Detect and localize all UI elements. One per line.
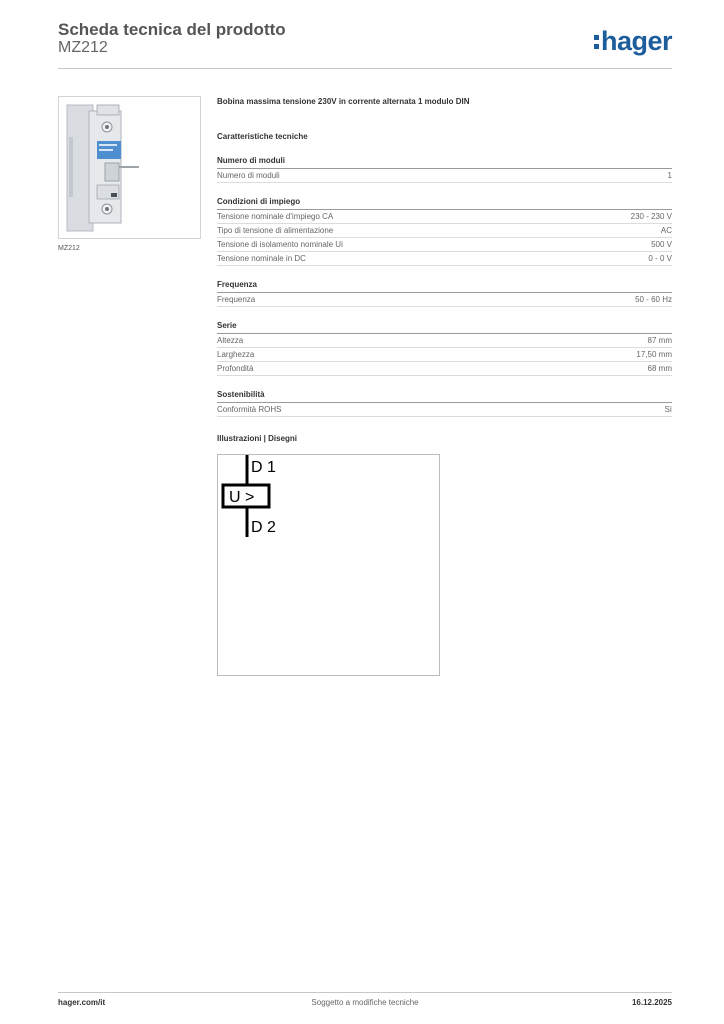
section-title: Numero di moduli [217, 155, 672, 169]
image-caption: MZ212 [58, 245, 80, 252]
row-label: Tipo di tensione di alimentazione [217, 226, 334, 235]
row-value: AC [660, 226, 672, 235]
row-value: 1 [667, 171, 672, 180]
footer-notice: Soggetto a modifiche tecniche [311, 998, 419, 1007]
table-row [217, 238, 672, 252]
row-value: 17,50 mm [636, 350, 672, 359]
footer-date: 16.12.2025 [631, 998, 672, 1007]
row-value: 230 - 230 V [630, 212, 672, 221]
section-title: Frequenza [217, 279, 672, 293]
row-label: Larghezza [217, 350, 255, 359]
table-row [217, 348, 672, 362]
technical-content [217, 96, 672, 417]
row-value: 500 V [651, 240, 672, 249]
row-label: Tensione nominale d'impiego CA [217, 212, 334, 221]
row-label: Altezza [217, 336, 244, 345]
hager-logo [594, 26, 672, 56]
section-title: Serie [217, 320, 672, 334]
terminal-label-top: D 1 [251, 459, 276, 476]
table-row [217, 252, 672, 266]
wiring-diagram [217, 454, 440, 676]
row-label: Conformità ROHS [217, 405, 282, 414]
footer-divider [58, 992, 672, 993]
product-photo-icon [59, 97, 200, 238]
row-value: 87 mm [647, 336, 672, 345]
illustrations-title: Illustrazioni | Disegni [217, 434, 298, 443]
row-label: Frequenza [217, 295, 256, 304]
row-label: Profondità [217, 364, 254, 373]
terminal-label-bottom: D 2 [251, 519, 276, 536]
characteristics-title: Caratteristiche tecniche [217, 132, 308, 141]
header-divider [58, 68, 672, 69]
document-header [58, 20, 672, 68]
table-row [217, 293, 672, 307]
table-row [217, 362, 672, 376]
product-code: MZ212 [58, 39, 108, 56]
section-sustainability [217, 389, 672, 417]
din-rail-module-image [58, 96, 201, 239]
table-row [217, 334, 672, 348]
table-row [217, 403, 672, 417]
table-row [217, 224, 672, 238]
product-description: Bobina massima tensione 230V in corrente alternata 1 modulo DIN [217, 97, 470, 106]
section-operating-conditions [217, 196, 672, 266]
logo-text: hager [600, 26, 672, 56]
coil-symbol-diagram [218, 455, 439, 675]
section-series [217, 320, 672, 376]
section-modules [217, 155, 672, 183]
row-label: Tensione di isolamento nominale Ui [217, 240, 343, 249]
row-value: 50 - 60 Hz [635, 295, 672, 304]
table-row [217, 169, 672, 183]
row-value: 0 - 0 V [648, 254, 672, 263]
coil-label: U > [229, 489, 255, 506]
row-label: Numero di moduli [217, 171, 280, 180]
row-label: Tensione nominale in DC [217, 254, 306, 263]
logo-dots-icon [594, 33, 599, 51]
table-row [217, 210, 672, 224]
section-title: Condizioni di impiego [217, 196, 672, 210]
document-title: Scheda tecnica del prodotto [58, 20, 286, 39]
footer-website-link[interactable]: hager.com/it [58, 998, 106, 1007]
row-value: 68 mm [647, 364, 672, 373]
section-title: Sostenibilità [217, 389, 672, 403]
section-frequency [217, 279, 672, 307]
row-value: Sì [664, 405, 672, 414]
